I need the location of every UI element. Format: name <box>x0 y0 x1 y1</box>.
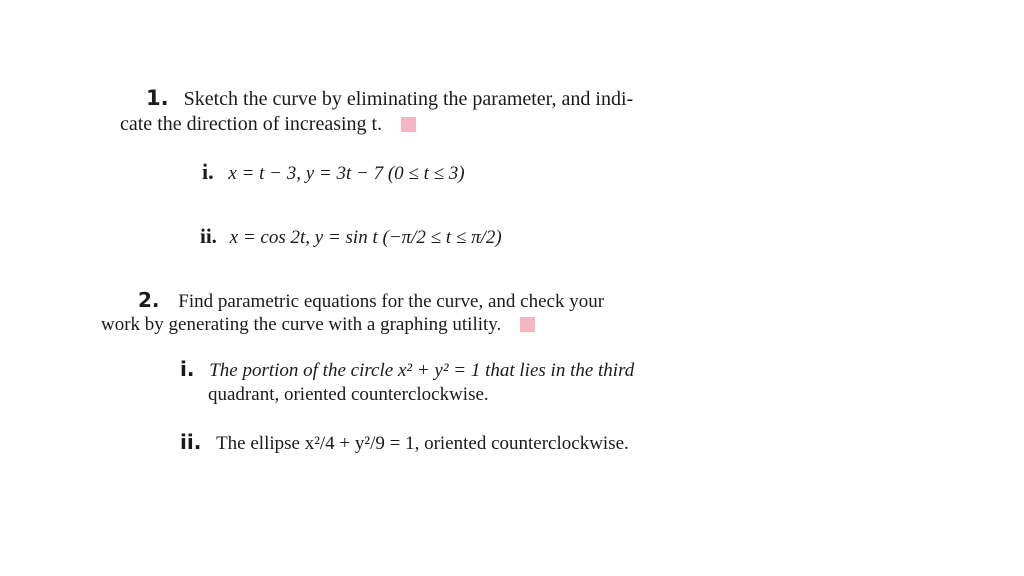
problem-1-item-i <box>202 159 465 185</box>
item-text: The ellipse x²/4 + y²/9 = 1, oriented counterclockwise. <box>216 433 629 454</box>
problem-2-line-2 <box>101 314 535 336</box>
problem-2-text-line-2: work by generating the curve with a graphing utility. <box>101 314 502 335</box>
item-equation: x = cos 2t, y = sin t (−π/2 ≤ t ≤ π/2) <box>229 227 502 248</box>
item-text-line-2: quadrant, oriented counterclockwise. <box>208 384 489 405</box>
problem-2-text-line-1: Find parametric equations for the curve, and check your <box>178 291 605 312</box>
problem-1-number: 1. <box>146 86 169 110</box>
item-label: ii. <box>200 224 217 248</box>
problem-2-number: 2. <box>138 288 160 312</box>
problem-1-text-line-1: Sketch the curve by eliminating the parameter, and indi- <box>183 88 634 110</box>
problem-1-line-2 <box>120 113 416 136</box>
problem-2-item-i <box>180 357 634 382</box>
problem-1-text-line-2: cate the direction of increasing t. <box>120 113 383 135</box>
highlight-marker-icon <box>520 317 535 332</box>
problem-2-item-i-line-2 <box>208 384 489 406</box>
item-label: i. <box>180 357 195 381</box>
problem-1-line-1 <box>146 86 633 111</box>
problem-2-item-ii <box>180 430 629 455</box>
item-equation: x = t − 3, y = 3t − 7 (0 ≤ t ≤ 3) <box>228 163 465 184</box>
problem-2-line-1 <box>138 288 604 313</box>
highlight-marker-icon <box>401 117 416 132</box>
item-label: ii. <box>180 430 202 454</box>
problem-1-item-ii <box>200 224 502 249</box>
item-label: i. <box>202 159 214 184</box>
item-text-line-1: The portion of the circle x² + y² = 1 that lies in the third <box>209 360 635 381</box>
